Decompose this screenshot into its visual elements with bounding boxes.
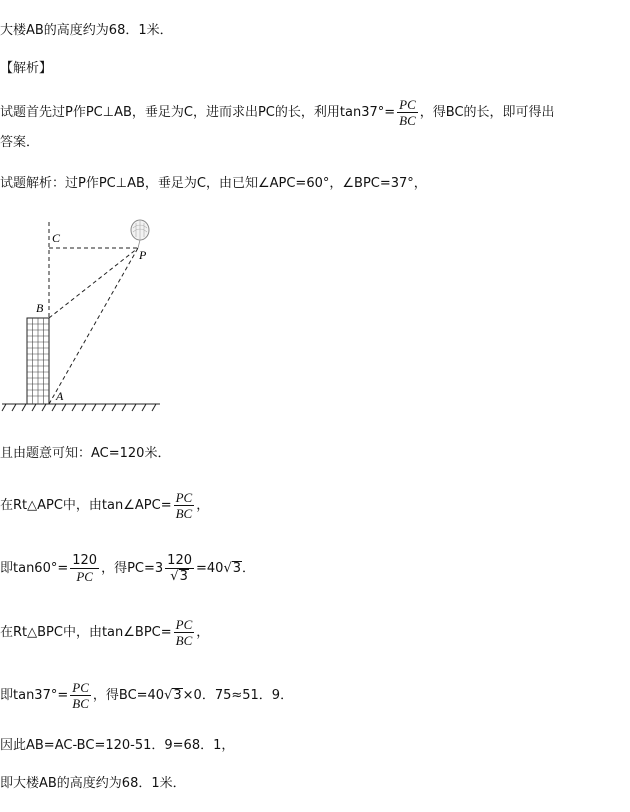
- fraction-denominator: √3: [165, 568, 194, 584]
- given-line: [0, 445, 170, 463]
- fraction-numerator: 120: [167, 553, 192, 568]
- geometry-figure: [0, 218, 170, 418]
- answer-line: [0, 22, 173, 40]
- tan60-line: [0, 553, 255, 584]
- tan37-line: [0, 680, 293, 711]
- analysis-line: [0, 97, 555, 128]
- fraction-denominator: BC: [175, 633, 193, 648]
- label-p: P: [139, 248, 147, 262]
- conclusion-line: [0, 775, 186, 793]
- given-text: 且由题意可知：AC=120米．: [0, 446, 171, 461]
- tan-bpc-line: [0, 617, 209, 648]
- fraction-pc-bc: [70, 680, 91, 711]
- fraction-pc-bc: [174, 617, 195, 648]
- analysis-heading: [0, 60, 52, 78]
- bc-approx-text: ×0．75≈51．9．: [182, 688, 294, 703]
- pa-dashed-line: [49, 248, 138, 404]
- ab-calc-text: 因此AB=AC-BC=120-51．9=68．1，: [0, 738, 235, 753]
- comma: ，: [196, 625, 210, 640]
- sqrt-radicand: 3: [173, 688, 182, 703]
- fraction-denominator: BC: [399, 113, 416, 128]
- ground-hatch: [2, 404, 156, 411]
- equals-40: =40: [196, 561, 224, 576]
- fraction-120-sqrt3: [165, 553, 194, 584]
- analysis-line-cont: [0, 134, 39, 152]
- sqrt-radicand: 3: [232, 561, 242, 576]
- label-b: B: [36, 301, 44, 315]
- tan-bpc-text: 在Rt△BPC中，由tan∠BPC=: [0, 625, 172, 640]
- fraction-pc-bc: [397, 97, 418, 128]
- fraction-numerator: PC: [175, 617, 193, 632]
- analysis-text-3: 答案．: [0, 135, 40, 150]
- tan37-text: 即tan37°=: [0, 688, 69, 703]
- solution-intro-text: 试题解析：过P作PC⊥AB，垂足为C，由已知∠APC=60°，∠BPC=37°，: [0, 176, 427, 191]
- conclusion-text: 即大楼AB的高度约为68．1米．: [0, 776, 186, 791]
- fraction-denominator: BC: [72, 696, 89, 711]
- label-c: C: [52, 231, 61, 245]
- fraction-denominator: BC: [175, 506, 193, 521]
- tan-apc-text: 在Rt△APC中，由tan∠APC=: [0, 498, 172, 513]
- fraction-numerator: 120: [72, 553, 98, 568]
- fraction-denominator: PC: [70, 568, 99, 584]
- analysis-text-2: ，得BC的长，即可得出: [419, 105, 555, 120]
- tan60-text: 即tan60°=: [0, 561, 69, 576]
- balloon-icon: [131, 220, 149, 248]
- fraction-pc-bc: [174, 490, 195, 521]
- building-grid: [27, 318, 49, 404]
- sqrt-3: √3: [223, 561, 242, 576]
- label-a: A: [56, 389, 64, 403]
- pc-result-text: ，得PC=3: [101, 561, 164, 576]
- sqrt-3: √3: [164, 688, 182, 703]
- bc-result-text: ，得BC=40: [92, 688, 165, 703]
- analysis-heading-text: 【解析】: [0, 61, 53, 76]
- tan-apc-line: [0, 490, 209, 521]
- pb-dashed-line: [49, 248, 138, 318]
- analysis-text-1: 试题首先过P作PC⊥AB，垂足为C，进而求出PC的长，利用tan37°=: [0, 105, 396, 120]
- sqrt-radicand: 3: [179, 569, 188, 584]
- period: ．: [242, 561, 256, 576]
- fraction-numerator: PC: [72, 680, 89, 695]
- fraction-120-pc: [70, 553, 99, 584]
- fraction-numerator: PC: [399, 97, 416, 112]
- fraction-numerator: PC: [175, 490, 193, 505]
- answer-text: 大楼AB的高度约为68．1米．: [0, 23, 173, 38]
- solution-intro: [0, 175, 427, 193]
- ab-calc-line: [0, 737, 234, 755]
- comma: ，: [196, 498, 210, 513]
